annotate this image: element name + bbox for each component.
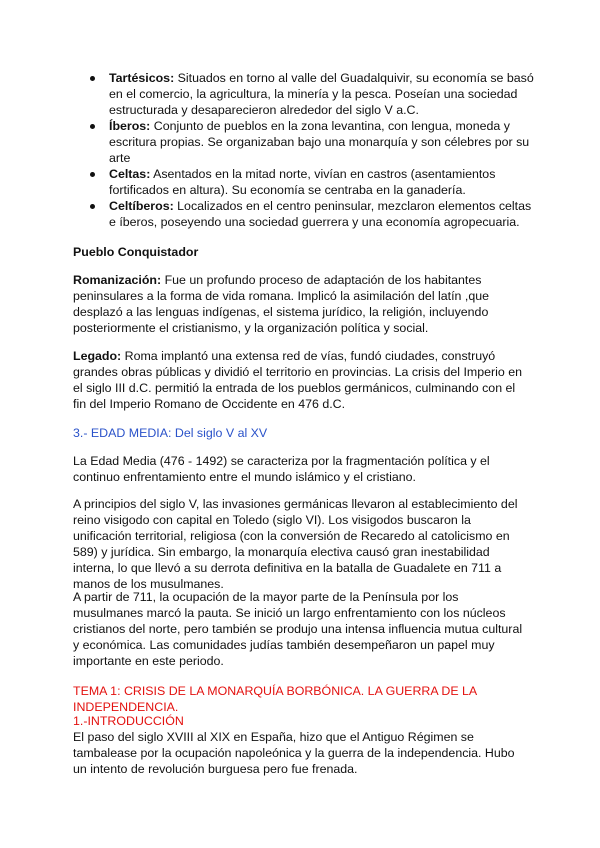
list-item-text: Asentados en la mitad norte, vivían en castros (asentamientos fortificados en altura). Su economía se centraba en la ganadería. (109, 167, 496, 197)
list-item-term: Íberos: (109, 119, 151, 133)
list-item-term: Celtas: (109, 167, 151, 181)
bullet-icon (90, 204, 95, 209)
bullet-icon (90, 76, 95, 81)
legado-term: Legado: (73, 349, 122, 363)
list-item-text: Conjunto de pueblos en la zona levantina, con lengua, moneda y escritura propias. Se organizaban bajo una monarquía y son célebres por su arte (109, 119, 530, 165)
legado-text: Roma implantó una extensa red de vías, fundó ciudades, construyó grandes obras públicas y dividió el territorio en provincias. La crisis del Imperio en el siglo III d.C. permitió la entrada de los pueblos germánicos, culminando con el fin del Imperio Romano de Occidente en 476 d.C. (73, 349, 523, 411)
romanizacion-paragraph (73, 272, 528, 336)
paragraph-visigodos: A principios del siglo V, las invasiones germánicas llevaron al establecimiento del reino visigodo con capital en Toledo (siglo VI). Los visigodos buscaron la unificación territorial, religiosa (con la conversión de Recaredo al catolicismo en 589) y jurídica. Sin embargo, la monarquía electiva causó gran inestabilidad interna, lo que llevó a su derrota definitiva en la batalla de Guadalete en 711 a manos de los musulmanes. (73, 497, 518, 591)
paragraph-edad-media-intro: La Edad Media (476 - 1492) se caracteriza por la fragmentación política y el continuo enfrentamiento entre el mundo islámico y el cristiano. (73, 454, 490, 484)
list-item-text: Situados en torno al valle del Guadalquivir, su economía se basó en el comercio, la agricultura, la minería y la pesca. Poseían una sociedad estructurada y desaparecieron alrededor del siglo V a.C. (109, 71, 534, 117)
list-item (90, 198, 536, 230)
tema-heading: TEMA 1: CRISIS DE LA MONARQUÍA BORBÓNICA. LA GUERRA DE LA INDEPENDENCIA. (73, 684, 477, 714)
list-item (90, 166, 536, 198)
section-heading-pueblo-conquistador: Pueblo Conquistador (73, 245, 199, 259)
list-item (90, 118, 536, 166)
bullet-icon (90, 172, 95, 177)
romanizacion-text: Fue un profundo proceso de adaptación de los habitantes peninsulares a la forma de vida romana. Implicó la asimilación del latín ,que desplazó a las lenguas indígenas, el sistema jurídico, la religión, incluyendo posteriormente el cristianismo, y la organización política y social. (73, 273, 489, 335)
edad-media-heading: 3.- EDAD MEDIA: Del siglo V al XV (73, 426, 268, 440)
list-item-term: Tartésicos: (109, 71, 175, 85)
legado-paragraph (73, 348, 528, 412)
paragraph-introduccion: El paso del siglo XVIII al XIX en España, hizo que el Antiguo Régimen se tambalease por la ocupación napoleónica y la guerra de la independencia. Hubo un intento de revolución burguesa pero fue frenada. (73, 730, 515, 776)
list-item-text: Localizados en el centro peninsular, mezclaron elementos celtas e íberos, poseyendo una sociedad guerrera y una economía agropecuaria. (109, 199, 532, 229)
paragraph-musulmanes: A partir de 711, la ocupación de la mayor parte de la Península por los musulmanes marcó la pauta. Se inició un largo enfrentamiento con los núcleos cristianos del norte, pero también se produjo una intensa influencia mutua cultural y económica. Las comunidades judías también desempeñaron un papel muy importante en este periodo. (73, 590, 523, 668)
peoples-list (90, 70, 536, 230)
romanizacion-term: Romanización: (73, 273, 162, 287)
list-item (90, 70, 536, 118)
introduccion-heading: 1.-INTRODUCCIÓN (73, 714, 184, 728)
list-item-term: Celtíberos: (109, 199, 174, 213)
bullet-icon (90, 124, 95, 129)
